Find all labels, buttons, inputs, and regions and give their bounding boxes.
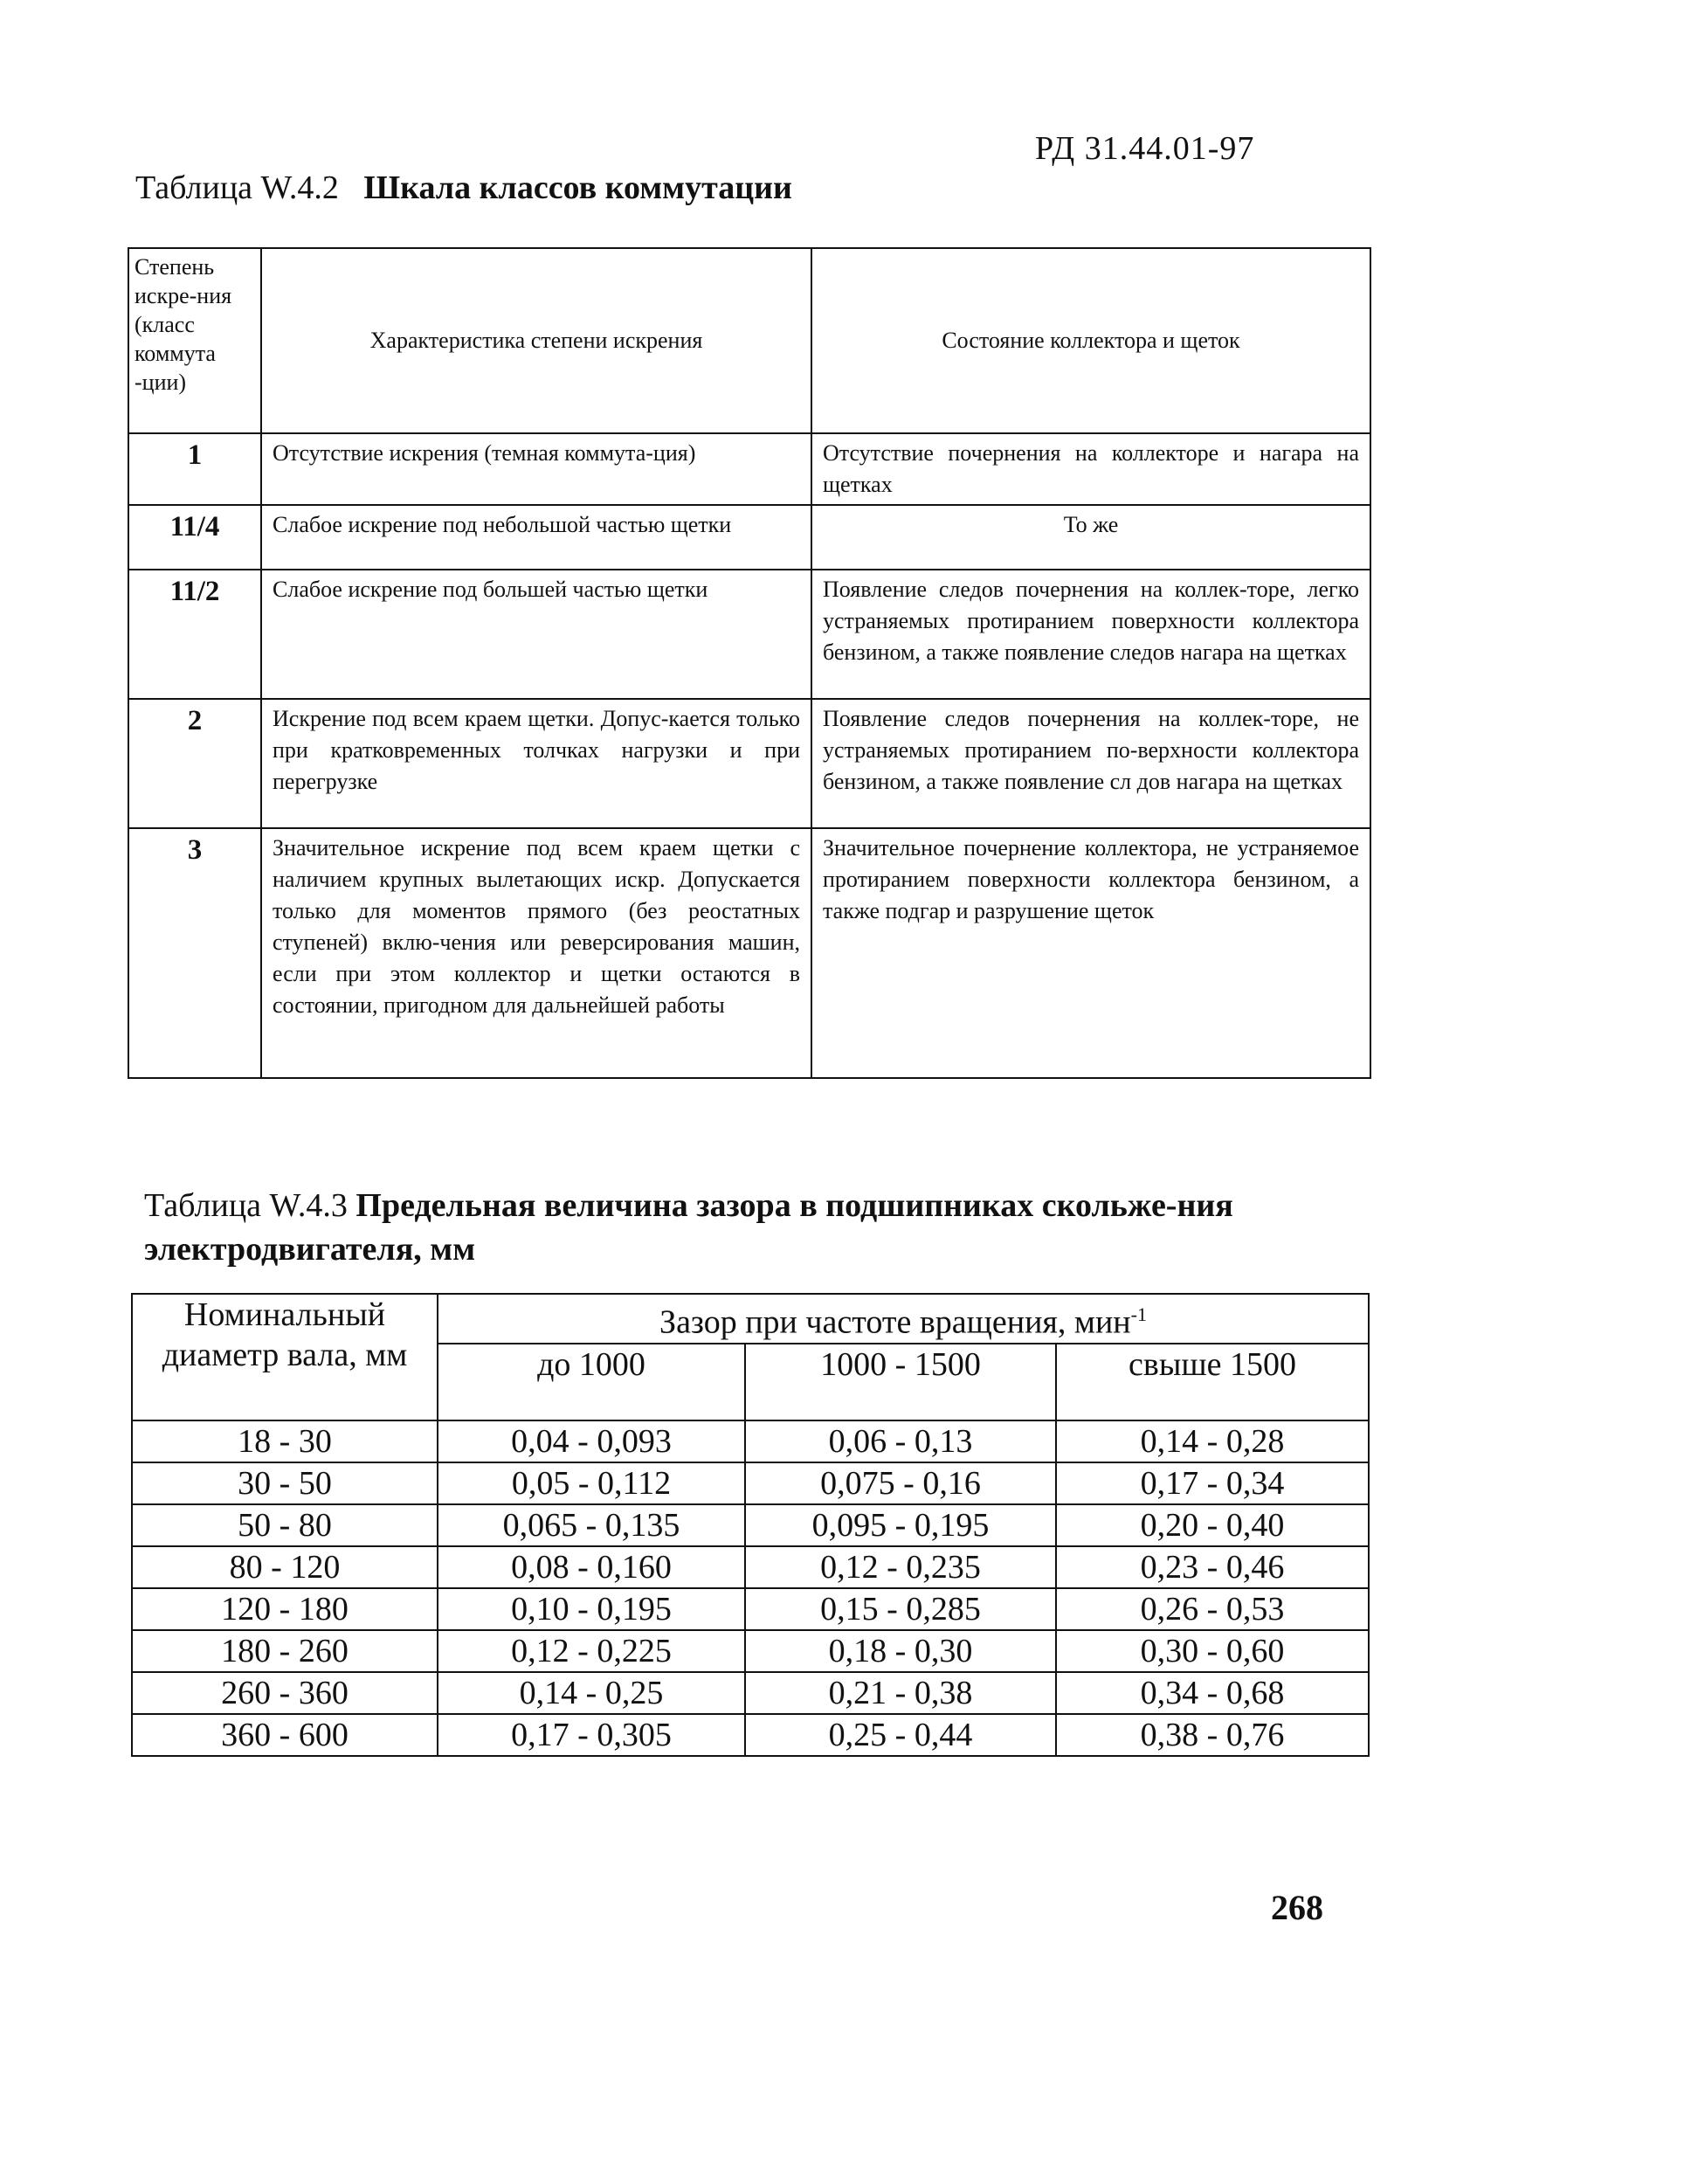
table-row [128, 570, 1370, 699]
header-clearance-group-text: Зазор при частоте вращения, мин [659, 1303, 1131, 1341]
table-row [132, 1504, 1369, 1546]
header-speed-high: свыше 1500 [1056, 1344, 1369, 1420]
table-row [132, 1630, 1369, 1672]
header-clearance-group [438, 1294, 1369, 1344]
clearance-cell: 0,10 - 0,195 [438, 1588, 745, 1630]
clearance-cell: 0,05 - 0,112 [438, 1462, 745, 1504]
diameter-cell: 30 - 50 [132, 1462, 438, 1504]
table1-label: Таблица W.4.2 [135, 169, 339, 206]
table1-title: Шкала классов коммутации [363, 169, 792, 206]
clearance-cell: 0,38 - 0,76 [1056, 1714, 1369, 1756]
clearance-cell: 0,25 - 0,44 [745, 1714, 1056, 1756]
clearance-cell: 0,065 - 0,135 [438, 1504, 745, 1546]
clearance-cell: 0,18 - 0,30 [745, 1630, 1056, 1672]
commutation-class-table [128, 247, 1371, 1079]
table-row [132, 1588, 1369, 1630]
table2-label: Таблица W.4.3 [144, 1187, 348, 1224]
state-cell: Появление следов почернения на коллек-торе, легко устраняемых протиранием поверхности коллектора бензином, а также появление следов нагара на щетках [811, 570, 1370, 699]
header-speed-low: до 1000 [438, 1344, 745, 1420]
header-clearance-group-sup: -1 [1130, 1303, 1147, 1325]
characteristic-cell: Слабое искрение под небольшой частью щетки [261, 505, 811, 570]
table-row [132, 1462, 1369, 1504]
characteristic-cell: Отсутствие искрения (темная коммута-ция) [261, 433, 811, 505]
characteristic-cell: Искрение под всем краем щетки. Допус-кается только при кратковременных толчках нагрузки и при перегрузке [261, 699, 811, 828]
characteristic-cell: Слабое искрение под большей частью щетки [261, 570, 811, 699]
grade-cell: 11/2 [128, 570, 261, 699]
clearance-cell: 0,17 - 0,305 [438, 1714, 745, 1756]
grade-cell: 11/4 [128, 505, 261, 570]
grade-cell: 2 [128, 699, 261, 828]
diameter-cell: 120 - 180 [132, 1588, 438, 1630]
table-row [132, 1672, 1369, 1714]
table2-caption [144, 1184, 1332, 1271]
table2-title: Предельная величина зазора в подшипниках скольже-ния электродвигателя, мм [144, 1187, 1233, 1268]
header-diameter: Номинальный диаметр вала, мм [132, 1294, 438, 1420]
clearance-cell: 0,08 - 0,160 [438, 1546, 745, 1588]
header-degree: Степень искре-ния (класс коммута -ции) [128, 248, 261, 433]
diameter-cell: 180 - 260 [132, 1630, 438, 1672]
clearance-cell: 0,095 - 0,195 [745, 1504, 1056, 1546]
clearance-cell: 0,15 - 0,285 [745, 1588, 1056, 1630]
diameter-cell: 80 - 120 [132, 1546, 438, 1588]
clearance-cell: 0,075 - 0,16 [745, 1462, 1056, 1504]
table-row [132, 1420, 1369, 1462]
clearance-cell: 0,06 - 0,13 [745, 1420, 1056, 1462]
table-row [132, 1546, 1369, 1588]
page-number: 268 [1271, 1888, 1323, 1927]
state-cell: Появление следов почернения на коллек-торе, не устраняемых протиранием по-верхности коллектора бензином, а также появление сл дов нагара на щетках [811, 699, 1370, 828]
diameter-cell: 360 - 600 [132, 1714, 438, 1756]
grade-cell: 1 [128, 433, 261, 505]
header-speed-mid: 1000 - 1500 [745, 1344, 1056, 1420]
clearance-cell: 0,04 - 0,093 [438, 1420, 745, 1462]
clearance-cell: 0,34 - 0,68 [1056, 1672, 1369, 1714]
clearance-cell: 0,12 - 0,225 [438, 1630, 745, 1672]
diameter-cell: 50 - 80 [132, 1504, 438, 1546]
clearance-cell: 0,20 - 0,40 [1056, 1504, 1369, 1546]
clearance-cell: 0,14 - 0,28 [1056, 1420, 1369, 1462]
table-row [132, 1714, 1369, 1756]
bearing-clearance-table [131, 1293, 1370, 1757]
clearance-cell: 0,14 - 0,25 [438, 1672, 745, 1714]
state-cell: Значительное почернение коллектора, не устраняемое протиранием поверхности коллектора бензином, а также подгар и разрушение щеток [811, 828, 1370, 1078]
document-code: РД 31.44.01-97 [1035, 130, 1255, 167]
table-row [128, 699, 1370, 828]
table-row [128, 505, 1370, 570]
characteristic-cell: Значительное искрение под всем краем щетки с наличием крупных вылетающих искр. Допускается только для моментов прямого (без реостатных ступеней) вклю-чения или реверсирования машин, если при этом коллектор и щетки остаются в состоянии, пригодном для дальнейшей работы [261, 828, 811, 1078]
state-cell: Отсутствие почернения на коллекторе и нагара на щетках [811, 433, 1370, 505]
table1-caption [135, 166, 1358, 210]
clearance-cell: 0,23 - 0,46 [1056, 1546, 1369, 1588]
clearance-cell: 0,30 - 0,60 [1056, 1630, 1369, 1672]
diameter-cell: 260 - 360 [132, 1672, 438, 1714]
header-characteristic: Характеристика степени искрения [261, 248, 811, 433]
clearance-cell: 0,26 - 0,53 [1056, 1588, 1369, 1630]
diameter-cell: 18 - 30 [132, 1420, 438, 1462]
header-state: Состояние коллектора и щеток [811, 248, 1370, 433]
table-row [128, 828, 1370, 1078]
clearance-cell: 0,12 - 0,235 [745, 1546, 1056, 1588]
clearance-cell: 0,21 - 0,38 [745, 1672, 1056, 1714]
state-cell: То же [811, 505, 1370, 570]
table-row [128, 433, 1370, 505]
clearance-cell: 0,17 - 0,34 [1056, 1462, 1369, 1504]
grade-cell: 3 [128, 828, 261, 1078]
